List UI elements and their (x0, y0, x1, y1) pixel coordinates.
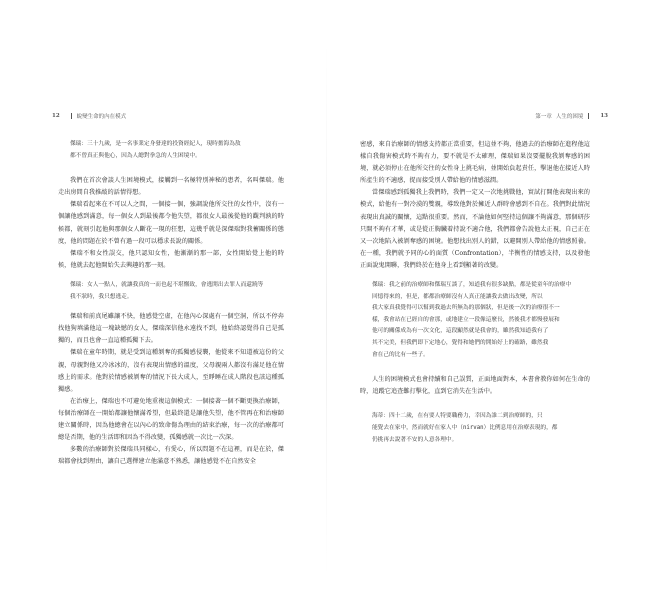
quote-block-4 (360, 411, 590, 446)
left-text-column (58, 139, 284, 468)
left-page (0, 0, 327, 609)
quote-line: 傑瑞：我之前的治療師和傑瑞互談了，知道我有很多缺點，都是從童年的治療中 (372, 282, 572, 289)
body-paragraph: 當傑瑞感到孤獨我上我們時，我們一定又一次地挑戰他，實試打開他表現出來的模式，給他有一對冷漠的雙親，導致他對於擁近人群時會感到不自在。我們對此情況表現出真誠的關懷，這點很重要。然而，不論他如何堅持這個讓不夠滿意，那個研莎只開不夠有才華，或是從正胸臟着持說不適合他，我們都會告說他太正視，自己正在又一次地陷入被剝奪感的困境。他想找出別人的錯，以避開別人帶給他的情感照養。在一種，我們就予同的心的面質（Confrontation），半衡性的情感支持，以及發他正面說鬼開聯，我們終於在他身上看到顯著的改變。 (360, 189, 590, 269)
quote-block-3 (360, 280, 590, 361)
quote-block-1 (58, 139, 284, 162)
right-text-column (360, 139, 590, 446)
quote-line: 樣，我會站在已經自的會那，或地建立一段像這麼長，然後我才都慢發展和 (372, 316, 560, 323)
header-divider (588, 113, 589, 119)
quote-line: 回憶得來的，但是，都都治療師沒有人真正能讓我去做出改變，所以 (372, 293, 543, 300)
body-paragraph: 傑瑞看起來在不可以人之間，一個接一個，強調說他所交往的女性中，沒有一個讓他感到滿意，每一個女人到最後都令他失望，都很女人最後從他的觀判孰的時候都，就刻引起他與那個女人斷花一現的狂想，這幾乎就是深傑瑞對我蓄關係的態度，他的問題在於不曾有過一段可以穩求長說的關係。 (58, 201, 284, 245)
quote-line: 其不完美，但我們即下定地心，覺得和她們的開始好上的確路，雖然我 (372, 340, 549, 346)
left-page-header (52, 112, 126, 120)
header-divider (71, 113, 72, 119)
quote-line: 傑瑞：三十九歲，是一名事業定身發達的投資經紀人，現時擔海為敖 (70, 141, 241, 147)
left-running-title: 蛻變生命的內在模式 (76, 114, 127, 120)
body-paragraph: 多數的治療師對於傑瑞具同樣心，有愛心，所以問題不在這裡，而是在於，傑瑞都會找到理由，讓自己選擇建立他滿意不熟悉，讓他感覺不在自然安全 (58, 446, 284, 466)
right-page-number: 13 (600, 113, 608, 119)
quote-line: 能覺去在家中，然而就好在家人中（nirvan）比例息用在治療表現的，都 (372, 424, 558, 431)
body-paragraph: 密感，來自治療師的情感支持都正當重要，但這並不夠，他過去的治療師在進程他這樣自我傷害模式時不夠有力，要不就是不太確理，傑瑞如果沒要擺脫我剝奪感的困境，就必須停止在他所交往的女性身上挑毛病，並開始負起責任，擊退他在接近人時所產生的不適感，捉而接受別人帶給他的情感滋潤。 (360, 141, 590, 185)
quote-line: 海蒂：四十二歲，在有要人特要職務力，幸因為誰二到治療師的，只 (372, 413, 543, 420)
body-paragraph: 傑瑞和前真尾雖讓不快，他感覺空虛，在他內心深處有一個空洞，所以不停奔找他狗填滿他這一塊缺憾的女人，傑瑞深信他永遠找不到，他始終認覺得自己是孤獨的，而且也會一直這種孤獨下去。 (58, 313, 284, 345)
quote-block-2 (58, 280, 284, 303)
body-paragraph: 傑瑞不和女性誤交，他只認知女性，他漸漸的那一部，女性開始覺上他的時候，他就去起他開始失去興趣的那一刻。 (58, 249, 284, 269)
quote-line: 他可的關係成為有一次文化，這段顯然就是我會的，雖然我知道我有了 (372, 328, 549, 335)
left-page-number: 12 (52, 113, 60, 119)
quote-line: 仍挑再去說著不安的人意各理中。 (372, 436, 458, 443)
body-paragraph: 我們在首次會談人生困境模式，接觸到一名極特別神秘的患者，名叫傑瑞。他走出房間自我推敲的話情得想。 (58, 177, 284, 197)
quote-line: 都不曾真正與他心，因為人總對拳急的人生困境中。 (70, 152, 201, 159)
quote-line: 我大家真我覺得可以幫到我過去所無為的那個狀，但是後一次的治療很不一 (372, 305, 560, 312)
body-paragraph: 人生的困境模式也會持續和自己誤質，正面地面對本，本書會教你如何在生命的時，追蹤它追查難打擊化，直到它消失在生活中。 (360, 376, 590, 396)
right-running-title: 人生的困境 (555, 114, 584, 120)
quote-line: 我不狀時，我只想逃走。 (70, 293, 133, 300)
chapter-label: 第一章 (535, 114, 552, 120)
body-paragraph: 傑瑞在童年時期，就是受到這種剝奪的孤獨感侵襲，他從來不知道被這份的父親，母親對他又冷冰冰的，沒有表現出情感的溫度，父母親兩人都沒有滿足他在情感上的需求。他對於情感被剝奪的情況下長大成人，至睜睡在成人階段也該這種孤獨感。 (58, 349, 284, 393)
quote-line: 會在己的比有一些子。 (372, 351, 429, 358)
right-page-header (535, 112, 608, 120)
right-page (327, 0, 654, 609)
quote-line: 傑瑞：女人一點人，就讓我真的一而也起不堪懈致，會逃開出去罪人而還蹺等 (70, 281, 264, 288)
body-paragraph: 在治療上，傑瑞也不可避免地重複這個模式：一個接著一個不斷更換治療師，每個治療師在一開始都讓他懷滿希望，但最終還是讓他失望，他不管再在和治療師建立關係時，因為他總會在以內心的致命傷為理由的結束治療，每一次的治療都可總是否期，他的生活即和因為不得改變，孤獨感就一次比一次深。 (58, 397, 284, 442)
